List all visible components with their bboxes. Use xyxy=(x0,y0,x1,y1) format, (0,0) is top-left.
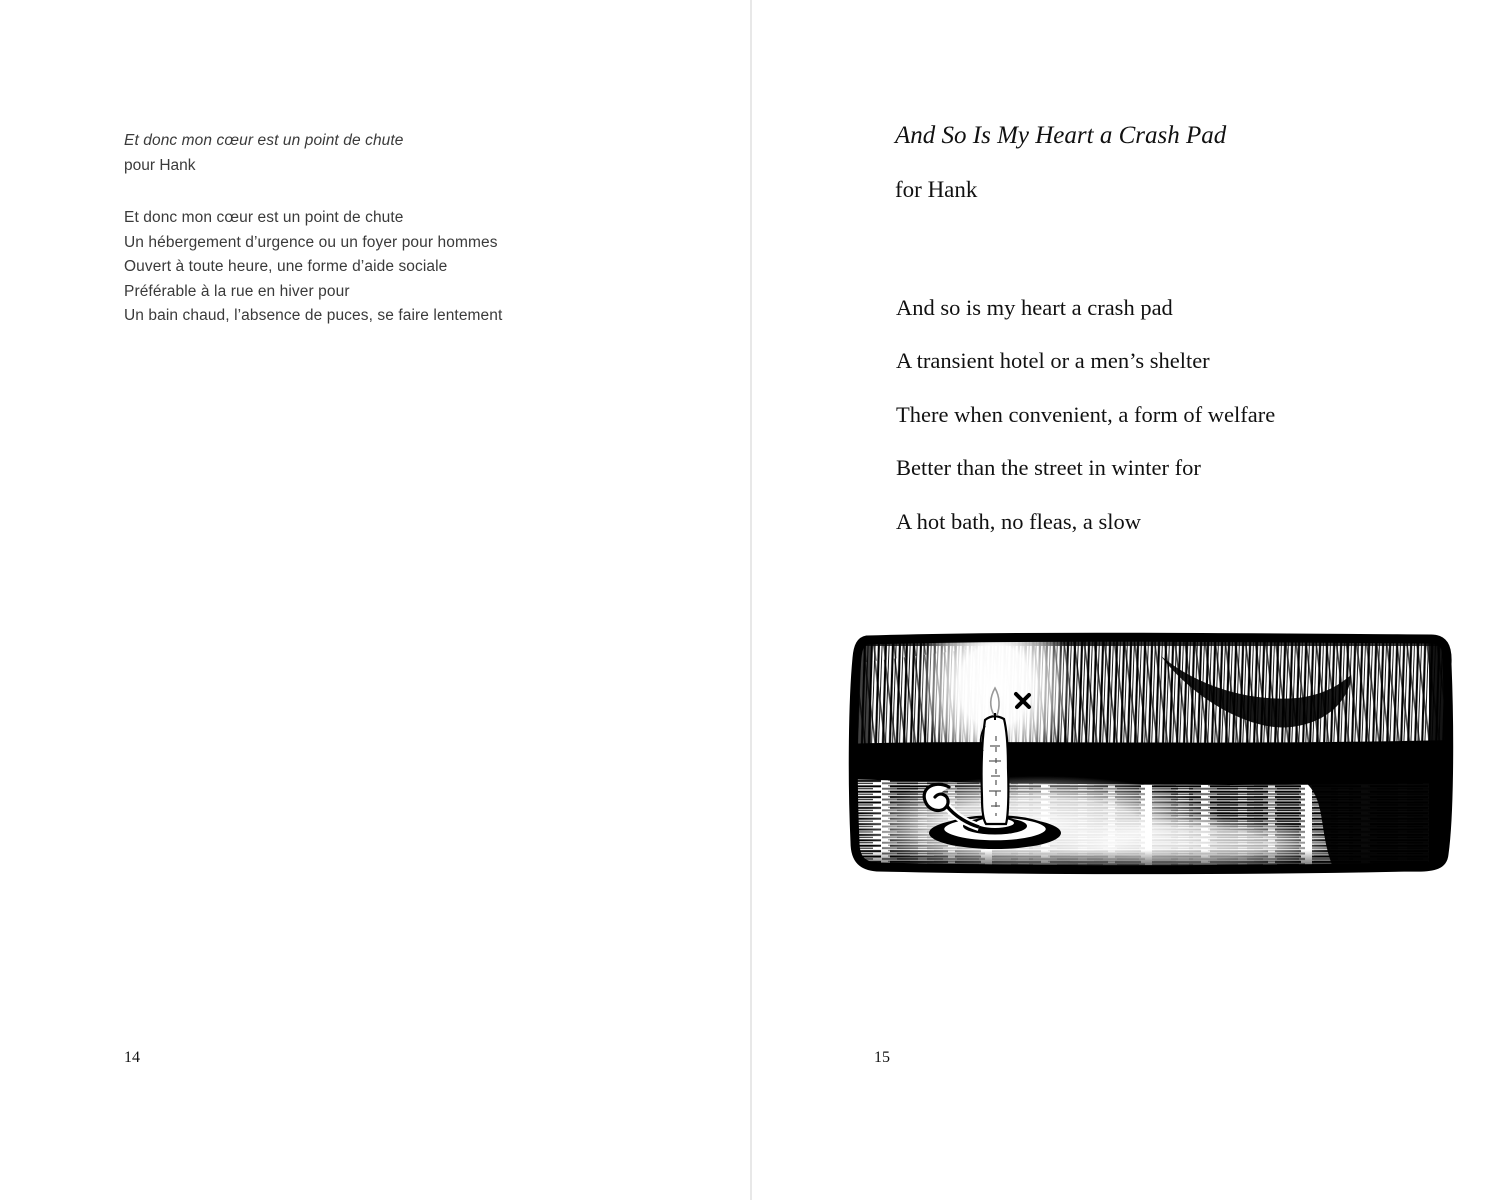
poem-line-fr-2: Un hébergement d’urgence ou un foyer pour hommes xyxy=(124,233,498,251)
poem-line-fr-1: Et donc mon cœur est un point de chute xyxy=(124,209,404,226)
french-dedication: pour Hank xyxy=(124,157,196,174)
page-number-left: 14 xyxy=(124,1049,140,1066)
english-dedication: for Hank xyxy=(895,177,978,202)
page-number-right: 15 xyxy=(874,1049,890,1066)
poem-line-fr-5: Un bain chaud, l’absence de puces, se faire lentement xyxy=(124,307,503,325)
right-page xyxy=(752,0,1500,1200)
poem-line-en-4: Better than the street in winter for xyxy=(896,455,1201,481)
poem-line-fr-3: Ouvert à toute heure, une forme d’aide sociale xyxy=(124,258,448,276)
poem-line-en-2: A transient hotel or a men’s shelter xyxy=(896,348,1210,374)
english-poem-title: And So Is My Heart a Crash Pad xyxy=(895,122,1227,149)
poem-line-fr-4: Préférable à la rue en hiver pour xyxy=(124,282,350,300)
candle-illustration xyxy=(845,628,1457,876)
french-poem-title: Et donc mon cœur est un point de chute xyxy=(124,132,404,149)
poem-line-en-5: A hot bath, no fleas, a slow xyxy=(896,508,1141,534)
poem-line-en-3: There when convenient, a form of welfare xyxy=(896,401,1276,427)
english-poem xyxy=(896,281,1275,548)
french-poem xyxy=(124,206,502,329)
poem-line-en-1: And so is my heart a crash pad xyxy=(896,295,1173,320)
